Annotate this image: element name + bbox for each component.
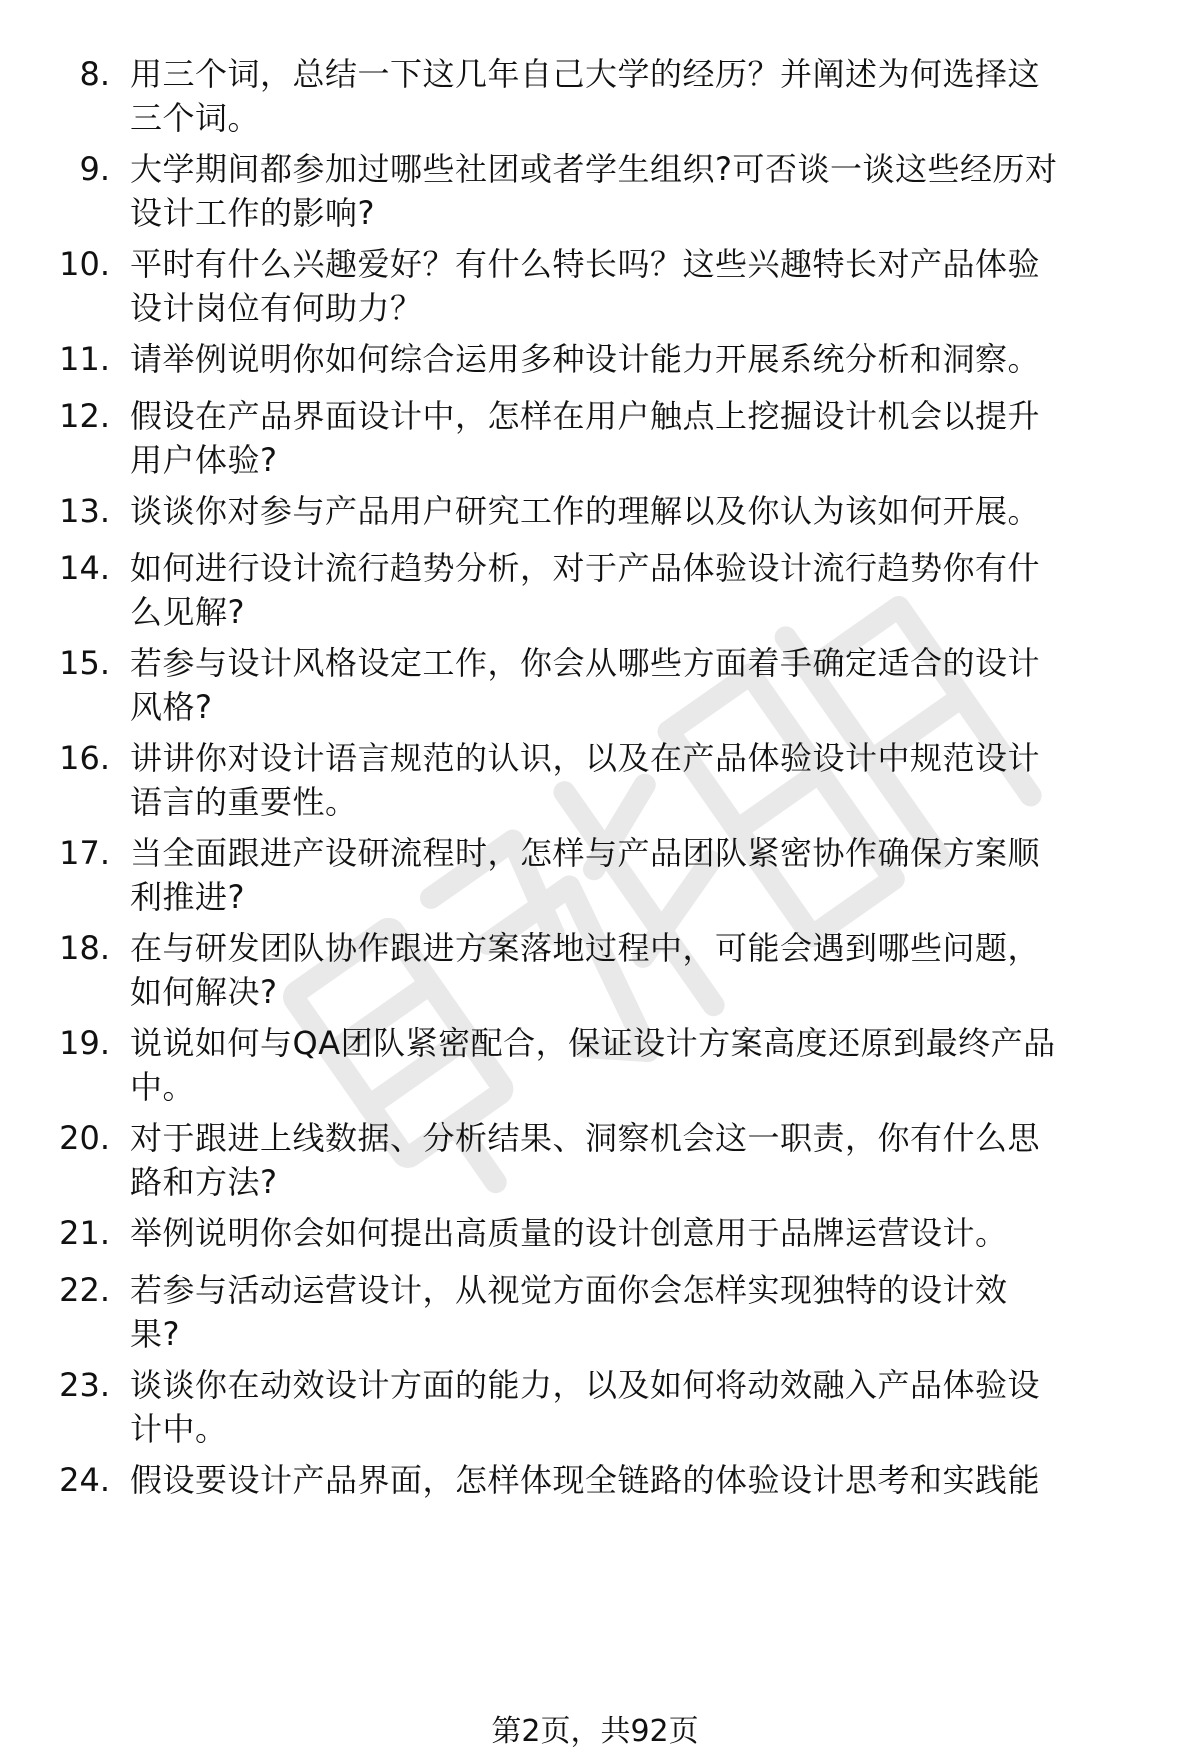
question-text	[130, 394, 1165, 482]
question-text-line: 说说如何与QA团队紧密配合，保证设计方案高度还原到最终产品	[130, 1024, 1056, 1062]
question-text	[130, 1116, 1165, 1204]
question-text-line: 么见解?	[130, 593, 245, 631]
question-text-line: 风格?	[130, 688, 213, 726]
question-text-line: 讲讲你对设计语言规范的认识，以及在产品体验设计中规范设计	[130, 739, 1041, 777]
question-number: 23.	[59, 1366, 110, 1404]
question-number: 20.	[59, 1119, 110, 1157]
question-text-line: 果?	[130, 1315, 180, 1353]
question-number: 10.	[59, 245, 110, 283]
question-text	[130, 926, 1165, 1014]
question-text	[130, 546, 1165, 634]
question-text	[130, 337, 1165, 381]
question-number: 13.	[59, 492, 110, 530]
question-number: 24.	[59, 1461, 110, 1499]
question-text-line: 平时有什么兴趣爱好？有什么特长吗？这些兴趣特长对产品体验	[130, 245, 1041, 283]
question-number: 8.	[79, 55, 110, 93]
question-text-line: 谈谈你对参与产品用户研究工作的理解以及你认为该如何开展。	[130, 492, 1041, 530]
question-number: 21.	[59, 1214, 110, 1252]
question-text-line: 请举例说明你如何综合运用多种设计能力开展系统分析和洞察。	[130, 340, 1041, 378]
question-text-line: 如何进行设计流行趋势分析，对于产品体验设计流行趋势你有什	[130, 549, 1041, 587]
question-text-line: 用三个词，总结一下这几年自己大学的经历？并阐述为何选择这	[130, 55, 1041, 93]
question-text-line: 设计岗位有何助力？	[130, 289, 423, 327]
question-text	[130, 52, 1165, 140]
question-text-line: 路和方法?	[130, 1163, 278, 1201]
question-text-line: 如何解决?	[130, 973, 278, 1011]
question-number: 22.	[59, 1271, 110, 1309]
question-text	[130, 147, 1165, 235]
question-text-line: 三个词。	[130, 99, 261, 137]
question-text	[130, 831, 1165, 919]
question-text-line: 谈谈你在动效设计方面的能力，以及如何将动效融入产品体验设	[130, 1366, 1041, 1404]
question-text	[130, 489, 1165, 533]
question-text	[130, 1363, 1165, 1451]
question-text-line: 用户体验?	[130, 441, 278, 479]
question-text	[130, 1021, 1165, 1109]
question-text-line: 若参与设计风格设定工作，你会从哪些方面着手确定适合的设计	[130, 644, 1041, 682]
question-text	[130, 736, 1165, 824]
question-text	[130, 1458, 1165, 1502]
question-text	[130, 1211, 1165, 1255]
question-number: 16.	[59, 739, 110, 777]
question-number: 12.	[59, 397, 110, 435]
question-text-line: 假设要设计产品界面，怎样体现全链路的体验设计思考和实践能	[130, 1461, 1041, 1499]
question-number: 18.	[59, 929, 110, 967]
question-text-line: 语言的重要性。	[130, 783, 358, 821]
question-text-line: 大学期间都参加过哪些社团或者学生组织?可否谈一谈这些经历对	[130, 150, 1058, 188]
question-text-line: 设计工作的影响?	[130, 194, 375, 232]
question-text	[130, 641, 1165, 729]
question-number: 9.	[79, 150, 110, 188]
question-number: 14.	[59, 549, 110, 587]
question-text-line: 对于跟进上线数据、分析结果、洞察机会这一职责，你有什么思	[130, 1119, 1041, 1157]
question-number: 19.	[59, 1024, 110, 1062]
question-text-line: 举例说明你会如何提出高质量的设计创意用于品牌运营设计。	[130, 1214, 1008, 1252]
question-number: 11.	[59, 340, 110, 378]
question-text-line: 利推进?	[130, 878, 245, 916]
page-number-footer: 第2页，共92页	[491, 1714, 699, 1749]
question-text-line: 中。	[130, 1068, 196, 1106]
question-number: 15.	[59, 644, 110, 682]
question-text-line: 计中。	[130, 1410, 228, 1448]
question-text-line: 当全面跟进产设研流程时，怎样与产品团队紧密协作确保方案顺	[130, 834, 1041, 872]
question-text-line: 若参与活动运营设计，从视觉方面你会怎样实现独特的设计效	[130, 1271, 1008, 1309]
question-text	[130, 242, 1165, 330]
question-text-line: 假设在产品界面设计中，怎样在用户触点上挖掘设计机会以提升	[130, 397, 1041, 435]
question-text	[130, 1268, 1165, 1356]
question-number: 17.	[59, 834, 110, 872]
question-text-line: 在与研发团队协作跟进方案落地过程中，可能会遇到哪些问题，	[130, 929, 1041, 967]
